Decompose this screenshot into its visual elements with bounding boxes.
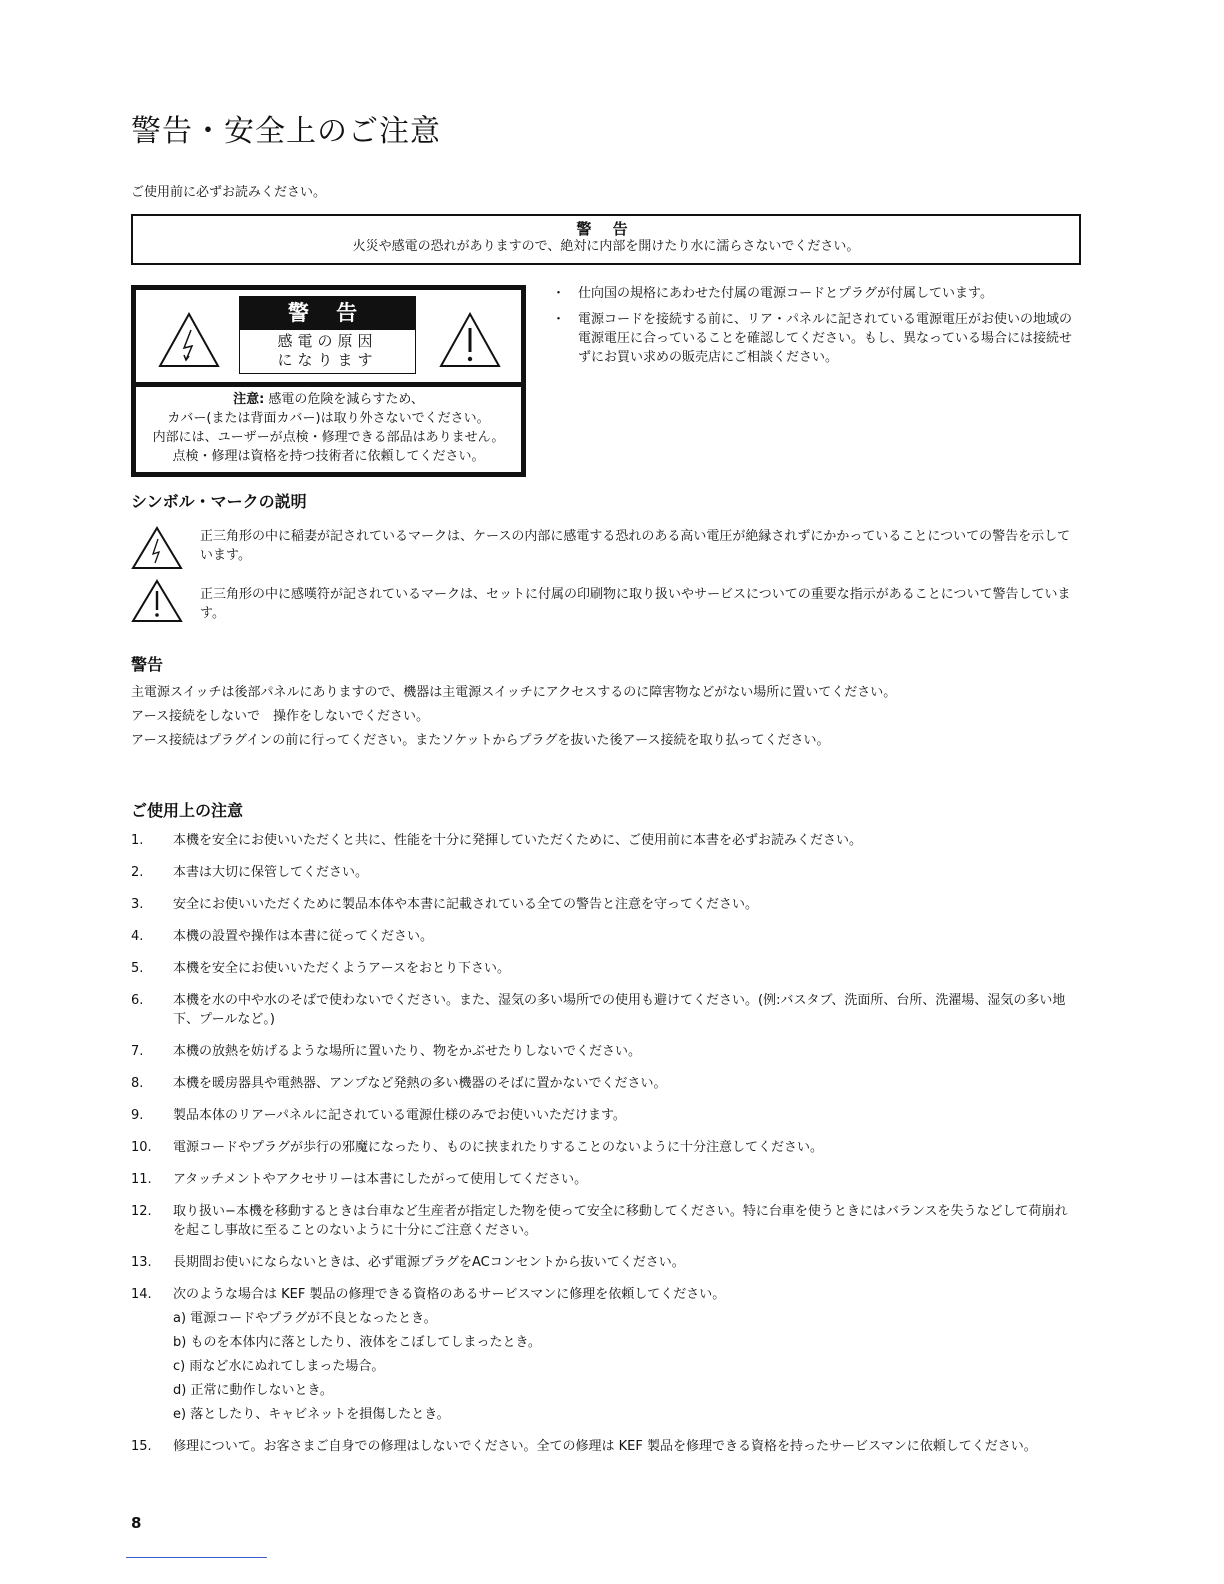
warning-line: アース接続はプラグインの前に行ってください。またソケットからプラグを抜いた後アース接続を取り払ってください。: [131, 733, 830, 748]
bullet-item: [552, 284, 1077, 303]
caution-label-center: [239, 296, 416, 374]
usage-item: [131, 1253, 1077, 1272]
caution-label-upper: [136, 290, 521, 387]
usage-item: [131, 1170, 1077, 1189]
lightning-triangle-icon: [131, 526, 183, 570]
caution-note-bold: 注意:: [233, 392, 265, 407]
usage-item-text: 本機の放熱を妨げるような場所に置いたり、物をかぶせたりしないでください。: [173, 1044, 642, 1059]
bullet-list: [552, 284, 1077, 374]
usage-item-number: 10.: [131, 1140, 152, 1155]
intro-text: ご使用前に必ずお読みください。: [131, 185, 327, 200]
exclamation-warning-icon: [439, 312, 501, 368]
warning-line: アース接続をしないで 操作をしないでください。: [131, 709, 429, 724]
usage-item: [131, 863, 1077, 882]
usage-item: [131, 1106, 1077, 1125]
usage-item: [131, 1437, 1077, 1456]
usage-item-number: 2.: [131, 865, 144, 880]
usage-item-number: 12.: [131, 1204, 152, 1219]
usage-item-text: アタッチメントやアクセサリーは本書にしたがって使用してください。: [173, 1172, 588, 1187]
usage-subitem: c) 雨など水にぬれてしまった場合。: [173, 1359, 385, 1374]
caution-note-line-2: カバー(または背面カバー)は取り外さないでください。: [167, 411, 490, 426]
warning-box: [131, 214, 1081, 265]
usage-subitem: b) ものを本体内に落としたり、液体をこぼしてしまったとき。: [173, 1335, 541, 1350]
usage-item-text: 本機の設置や操作は本書に従ってください。: [173, 929, 434, 944]
usage-item-number: 8.: [131, 1076, 144, 1091]
lightning-description: 正三角形の中に稲妻が記されているマークは、ケースの内部に感電する恐れのある高い電圧が絶縁されずにかかっていることについての警告を示しています。: [200, 529, 1071, 563]
usage-item-number: 15.: [131, 1439, 152, 1454]
usage-item: [131, 831, 1077, 850]
usage-item-text: 取り扱い−本機を移動するときは台車など生産者が指定した物を使って安全に移動してください。特に台車を使うときにはバランスを失うなどして荷崩れを起こし事故に至ることのないように十分にご注意ください。: [173, 1204, 1068, 1238]
caution-label: [131, 285, 526, 477]
usage-item-number: 14.: [131, 1287, 152, 1302]
caution-label-sub-1: 感電の原因: [277, 332, 378, 350]
usage-item-text: 修理について。お客さまご自身での修理はしないでください。全ての修理は KEF 製品を修理できる資格を持ったサービスマンに依頼してください。: [173, 1439, 1037, 1454]
usage-item: [131, 991, 1077, 1029]
usage-subitem: a) 電源コードやプラグが不良となったとき。: [173, 1311, 437, 1326]
warning-box-text: 火災や感電の恐れがありますので、絶対に内部を開けたり水に濡らさないでください。: [352, 239, 860, 254]
usage-item-number: 6.: [131, 993, 144, 1008]
usage-item-text: 製品本体のリアーパネルに記されている電源仕様のみでお使いいただけます。: [173, 1108, 626, 1123]
usage-item-number: 13.: [131, 1255, 152, 1270]
usage-item-text: 安全にお使いいただくために製品本体や本書に記載されている全ての警告と注意を守ってください。: [173, 897, 759, 912]
usage-item-text: 本機を安全にお使いいただくようアースをおとり下さい。: [173, 961, 510, 976]
usage-item-number: 11.: [131, 1172, 152, 1187]
usage-subitem: e) 落としたり、キャビネットを損傷したとき。: [173, 1407, 450, 1422]
usage-item-number: 5.: [131, 961, 144, 976]
usage-item-number: 4.: [131, 929, 144, 944]
usage-item: [131, 1138, 1077, 1157]
caution-note-line-1: 感電の危険を減らすため、: [268, 392, 424, 407]
usage-item: [131, 959, 1077, 978]
bullet-mark: ・: [552, 286, 566, 301]
caution-note-line-3: 内部には、ユーザーが点検・修理できる部品はありません。: [152, 430, 505, 445]
caution-label-heading: 警 告: [240, 297, 415, 330]
page-title: 警告・安全上のご注意: [131, 114, 441, 149]
usage-item: [131, 895, 1077, 914]
usage-item: [131, 1202, 1077, 1240]
usage-item: [131, 927, 1077, 946]
usage-item-text: 本機を安全にお使いいただくと共に、性能を十分に発揮していただくために、ご使用前に本書を必ずお読みください。: [173, 833, 863, 848]
usage-item: [131, 1042, 1077, 1061]
warning-line: 主電源スイッチは後部パネルにありますので、機器は主電源スイッチにアクセスするのに障害物などがない場所に置いてください。: [131, 685, 897, 700]
bullet-mark: ・: [552, 312, 566, 327]
usage-item-text: 長期間お使いにならないときは、必ず電源プラグをACコンセントから抜いてください。: [173, 1255, 685, 1270]
usage-item-text: 本機を暖房器具や電熱器、アンプなど発熱の多い機器のそばに置かないでください。: [173, 1076, 667, 1091]
usage-list: [131, 831, 1077, 1469]
usage-item-text: 本機を水の中や水のそばで使わないでください。また、湿気の多い場所での使用も避けてください。(例:バスタブ、洗面所、台所、洗濯場、湿気の多い地下、プールなど。): [173, 993, 1066, 1027]
bullet-item: [552, 310, 1077, 367]
usage-item-number: 1.: [131, 833, 144, 848]
exclamation-triangle-icon: [131, 579, 183, 623]
usage-item-text: 本書は大切に保管してください。: [173, 865, 369, 880]
exclamation-description: 正三角形の中に感嘆符が記されているマークは、セットに付属の印刷物に取り扱いやサービスについての重要な指示があることについて警告しています。: [200, 587, 1071, 621]
caution-label-note: [136, 387, 521, 472]
usage-item: [131, 1074, 1077, 1093]
caution-label-sub-2: になります: [277, 351, 378, 369]
usage-item-number: 9.: [131, 1108, 144, 1123]
usage-subitem: d) 正常に動作しないとき。: [173, 1383, 333, 1398]
page-number: 8: [131, 1514, 142, 1532]
symbols-heading: シンボル・マークの説明: [131, 492, 307, 511]
usage-item: [131, 1285, 1077, 1424]
lightning-warning-icon: [158, 312, 220, 368]
bullet-text: 電源コードを接続する前に、リア・パネルに記されている電源電圧がお使いの地域の電源電圧に合っていることを確認してください。もし、異なっている場合には接続せずにお買い求めの販売店にご相談ください。: [578, 312, 1073, 365]
usage-item-text: 電源コードやプラグが歩行の邪魔になったり、ものに挟まれたりすることのないように十分注意してください。: [173, 1140, 824, 1155]
footer-rule: [126, 1557, 267, 1558]
usage-item-text: 次のような場合は KEF 製品の修理できる資格のあるサービスマンに修理を依頼してください。: [173, 1287, 726, 1302]
caution-note-line-4: 点検・修理は資格を持つ技術者に依頼してください。: [172, 449, 485, 464]
usage-heading: ご使用上の注意: [131, 801, 244, 820]
usage-item-number: 7.: [131, 1044, 144, 1059]
warning-heading: 警告: [131, 655, 164, 674]
warning-box-heading: 警 告: [576, 220, 636, 238]
bullet-text: 仕向国の規格にあわせた付属の電源コードとプラグが付属しています。: [578, 286, 993, 301]
usage-item-number: 3.: [131, 897, 144, 912]
